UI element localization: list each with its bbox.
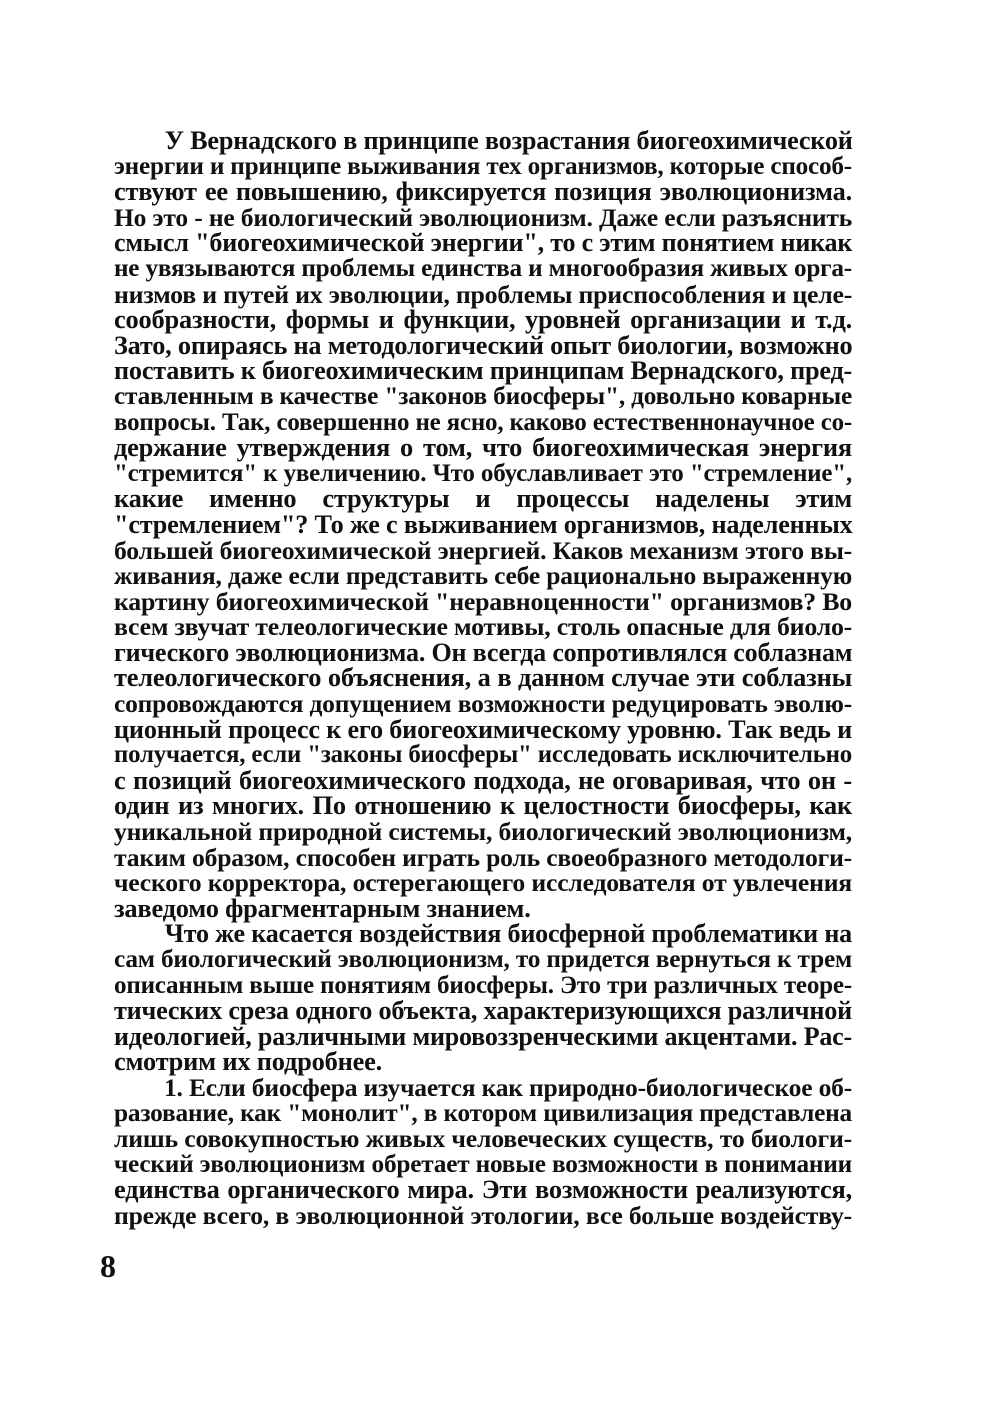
- text-line: получается, если "законы биосферы" исследовать исключительно: [114, 741, 852, 769]
- text-line: ставленным в качестве "законов биосферы", довольно коварные: [114, 381, 852, 410]
- text-line: "стремится" к увеличению. Что обуславливает это "стремление",: [114, 459, 852, 487]
- text-line: один из многих. По отношению к целостности биосферы, как: [114, 790, 852, 821]
- text-line: "стремлением"? То же с выживанием организмов, наделенных: [114, 509, 853, 539]
- text-line: тических среза одного объекта, характеризующихся различной: [114, 996, 852, 1026]
- text-line: заведомо фрагментарным знанием.: [114, 892, 531, 923]
- page-number: 8: [100, 1248, 116, 1284]
- text-line: не увязываются проблемы единства и многообразия живых орга-: [114, 254, 852, 282]
- text-line: сам биологический эволюционизм, то придется вернуться к трем: [114, 945, 852, 973]
- text-line: живания, даже если представить себе рационально выраженную: [114, 561, 852, 591]
- text-line: У Вернадского в принципе возрастания биогеохимической: [114, 126, 853, 155]
- text-line: сообразности, формы и функции, уровней организации и т.д.: [114, 304, 852, 335]
- text-line: энергии и принципе выживания тех организмов, которые способ-: [114, 152, 852, 180]
- text-line: Зато, опираясь на методологический опыт биологии, возможно: [114, 330, 853, 360]
- text-line: Но это - не биологический эволюционизм. Даже если разъяснить: [114, 202, 852, 232]
- text-line: смотрим их подробнее.: [114, 1046, 383, 1077]
- paragraph-3: [114, 1072, 852, 1230]
- text-line: сопровождаются допущением возможности редуцировать эволю-: [114, 689, 852, 719]
- text-line: уникальной природной системы, биологический эволюционизм,: [114, 817, 852, 847]
- text-line: лишь совокупностью живых человеческих существ, то биологи-: [114, 1124, 852, 1154]
- text-line: прежде всего, в эволюционной этологии, все больше воздейству-: [114, 1200, 852, 1230]
- text-line: вопросы. Так, совершенно не ясно, каково естественнонаучное со-: [114, 408, 852, 436]
- text-line: большей биогеохимической энергией. Каков механизм этого вы-: [114, 535, 852, 565]
- text-line: какие именно структуры и процессы наделены этим: [114, 483, 852, 514]
- text-line: описанным выше понятиям биосферы. Это три различных теоре-: [114, 971, 852, 999]
- paragraph-1: [114, 128, 852, 921]
- text-line: единства органического мира. Эти возможности реализуются,: [114, 1174, 852, 1205]
- text-line: низмов и путей их эволюции, проблемы приспособления и целе-: [114, 279, 853, 309]
- text-line: ствуют ее повышению, фиксируется позиция эволюционизма.: [114, 176, 852, 207]
- text-line: телеологического объяснения, а в данном случае эти соблазны: [114, 662, 852, 693]
- body-text: [114, 128, 852, 1229]
- text-line: картину биогеохимической "неравноценности" организмов? Во: [114, 586, 852, 616]
- text-line: ческий эволюционизм обретает новые возможности в понимании: [114, 1149, 852, 1178]
- text-line: поставить к биогеохимическим принципам Вернадского, пред-: [114, 356, 853, 386]
- text-line: ционный процесс к его биогеохимическому уровню. Так ведь и: [114, 714, 852, 744]
- text-line: с позиций биогеохимического подхода, не оговаривая, что он -: [114, 764, 852, 795]
- text-line: идеологией, различными мировоззренческими акцентами. Рас-: [114, 1021, 852, 1051]
- text-line: всем звучат телеологические мотивы, столь опасные для биоло-: [114, 612, 853, 642]
- text-line: ческого корректора, остерегающего исследователя от увлечения: [114, 868, 852, 898]
- text-line: гического эволюционизма. Он всегда сопротивлялся соблазнам: [114, 637, 853, 667]
- text-line: держание утверждения о том, что биогеохимическая энергия: [114, 432, 852, 463]
- text-line: разование, как "монолит", в котором цивилизация представлена: [114, 1098, 852, 1127]
- text-line: смысл "биогеохимической энергии", то с этим понятием никак: [114, 228, 853, 258]
- paragraph-2: [114, 921, 852, 1075]
- text-line: 1. Если биосфера изучается как природно-биологическое об-: [114, 1072, 852, 1102]
- text-line: Что же касается воздействия биосферной проблематики на: [114, 919, 852, 949]
- text-line: таким образом, способен играть роль своеобразного методологи-: [114, 842, 852, 872]
